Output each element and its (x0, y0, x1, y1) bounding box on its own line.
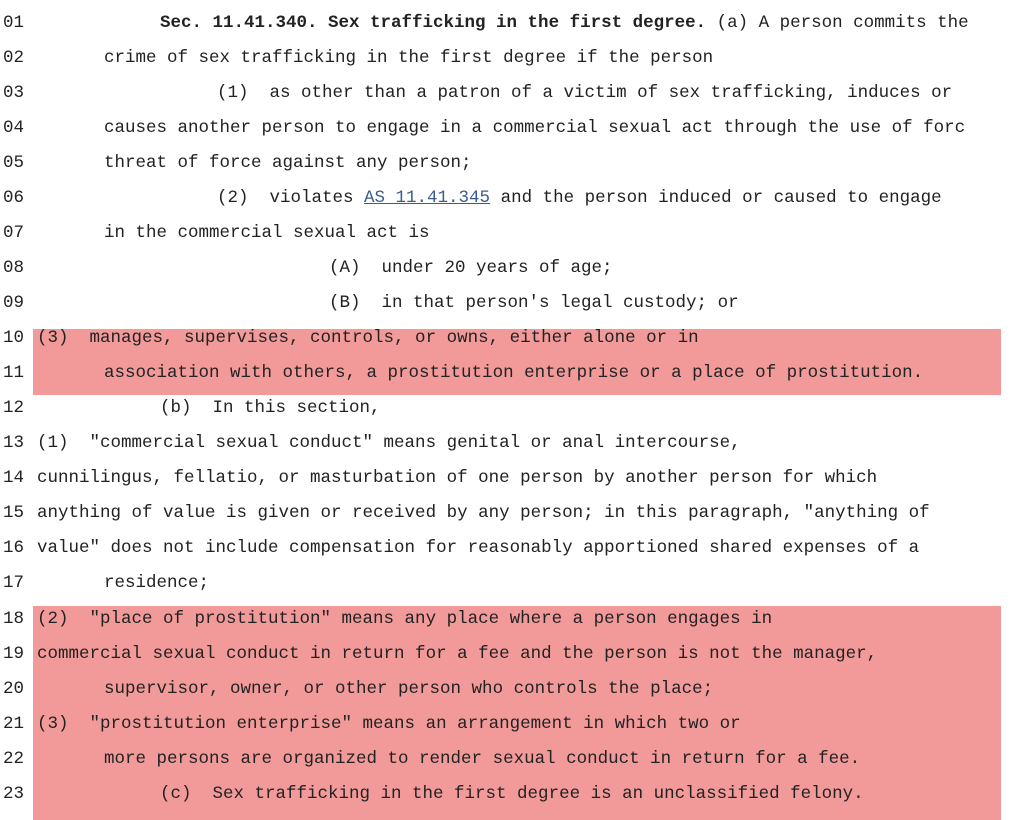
line-number: 22 (3, 749, 25, 769)
doc-line-18 (0, 602, 1024, 637)
doc-line-20 (0, 672, 1024, 707)
line-number: 02 (3, 48, 25, 68)
section-heading: Sec. 11.41.340. Sex trafficking in the first degree. (160, 13, 707, 33)
line-number: 01 (3, 13, 25, 33)
line-number: 16 (3, 538, 25, 558)
line-text (160, 6, 969, 41)
line-text: (b) In this section, (160, 398, 381, 418)
doc-line-11 (0, 356, 1024, 391)
line-text: (A) under 20 years of age; (329, 258, 613, 278)
line-number: 06 (3, 188, 25, 208)
doc-line-10 (0, 321, 1024, 356)
doc-line-07 (0, 216, 1024, 251)
line-number: 11 (3, 363, 25, 383)
line-number: 09 (3, 293, 25, 313)
line-number: 08 (3, 258, 25, 278)
line-number: 14 (3, 468, 25, 488)
doc-line-14 (0, 461, 1024, 496)
line-text: in the commercial sexual act is (104, 223, 430, 243)
line-number: 05 (3, 153, 25, 173)
line-number: 12 (3, 398, 25, 418)
line-text: association with others, a prostitution enterprise or a place of prostitution. (104, 363, 924, 383)
line-number: 10 (3, 328, 25, 348)
section-intro: (a) A person commits the (706, 13, 969, 33)
line-number: 17 (3, 573, 25, 593)
doc-line-13 (0, 426, 1024, 461)
doc-line-17 (0, 566, 1024, 601)
doc-line-06 (0, 181, 1024, 216)
doc-line-04 (0, 111, 1024, 146)
line-text: residence; (104, 573, 210, 593)
line-text (217, 181, 942, 216)
doc-line-03 (0, 76, 1024, 111)
clause-suffix: and the person induced or caused to engage (490, 188, 942, 208)
doc-line-12 (0, 391, 1024, 426)
line-number: 07 (3, 223, 25, 243)
line-number: 04 (3, 118, 25, 138)
line-text: (3) "prostitution enterprise" means an arrangement in which two or (37, 714, 741, 734)
line-number: 23 (3, 784, 25, 804)
line-text: more persons are organized to render sexual conduct in return for a fee. (104, 749, 861, 769)
line-text: value" does not include compensation for reasonably apportioned shared expenses of a (37, 538, 920, 558)
line-number: 15 (3, 503, 25, 523)
line-text: (3) manages, supervises, controls, or owns, either alone or in (37, 328, 699, 348)
line-text: (2) "place of prostitution" means any place where a person engages in (37, 609, 773, 629)
doc-line-15 (0, 496, 1024, 531)
line-text: threat of force against any person; (104, 153, 472, 173)
line-text: anything of value is given or received by any person; in this paragraph, "anything of (37, 503, 930, 523)
line-text: (1) as other than a patron of a victim of sex trafficking, induces or (217, 83, 953, 103)
doc-line-01 (0, 6, 1024, 41)
doc-line-09 (0, 286, 1024, 321)
line-number: 03 (3, 83, 25, 103)
doc-line-02 (0, 41, 1024, 76)
statute-link[interactable]: AS 11.41.345 (364, 188, 491, 208)
line-number: 21 (3, 714, 25, 734)
line-text: (c) Sex trafficking in the first degree is an unclassified felony. (160, 784, 864, 804)
line-text: (1) "commercial sexual conduct" means genital or anal intercourse, (37, 433, 741, 453)
line-text: commercial sexual conduct in return for a fee and the person is not the manager, (37, 644, 878, 664)
doc-line-19 (0, 637, 1024, 672)
doc-line-22 (0, 742, 1024, 777)
doc-line-23 (0, 777, 1024, 812)
doc-line-08 (0, 251, 1024, 286)
doc-line-21 (0, 707, 1024, 742)
line-text: (B) in that person's legal custody; or (329, 293, 739, 313)
line-text: causes another person to engage in a commercial sexual act through the use of forc (104, 118, 966, 138)
clause-prefix: (2) violates (217, 188, 365, 208)
line-text: crime of sex trafficking in the first degree if the person (104, 48, 714, 68)
line-number: 18 (3, 609, 25, 629)
line-number: 13 (3, 433, 25, 453)
doc-line-16 (0, 531, 1024, 566)
line-text: cunnilingus, fellatio, or masturbation of one person by another person for which (37, 468, 878, 488)
line-text: supervisor, owner, or other person who controls the place; (104, 679, 714, 699)
line-number: 20 (3, 679, 25, 699)
line-number: 19 (3, 644, 25, 664)
doc-line-05 (0, 146, 1024, 181)
